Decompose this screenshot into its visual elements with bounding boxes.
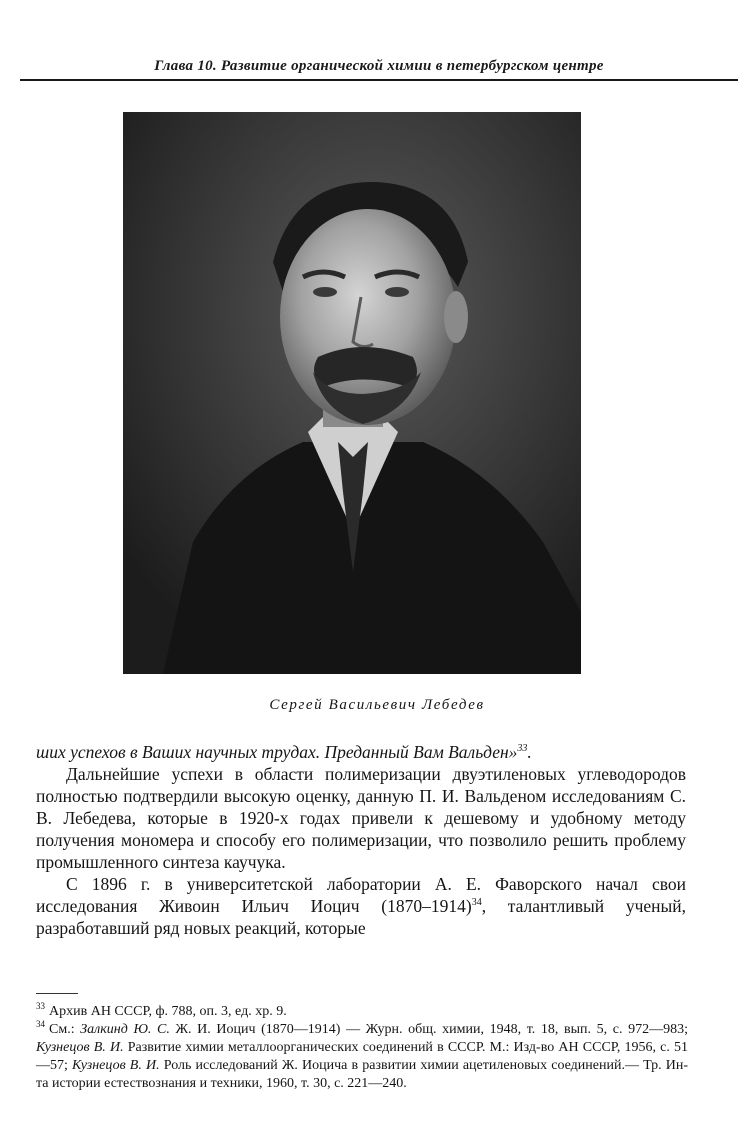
footnote-rule bbox=[36, 993, 78, 994]
paragraph-1-text: ших успехов в Ваших научных трудах. Преданный Вам Вальден» bbox=[36, 742, 518, 762]
footnote-34-part-a: См.: bbox=[49, 1022, 75, 1037]
paragraph-2: Дальнейшие успехи в области полимеризации двуэтиленовых углеводородов полностью подтвердили высокую оценку, данную П. И. Вальденом исследованиям С. В. Лебедева, которые в 1920-х годах привели к дешевому и удобному методу получения мономера и способу его полимеризации, что позволило решить проблему промышленного синтеза каучука. bbox=[36, 764, 686, 872]
footnote-34-part-c: Развитие химии металлоорганических соединений в СССР. М.: Изд-во АН СССР, 1956, с. 51—57; bbox=[36, 1040, 688, 1073]
paragraph-1-end: . bbox=[527, 742, 532, 762]
footnote-34-part-d: Роль исследований Ж. Иоцича в развитии химии ацетиленовых соединений.— Тр. Ин-та истории естествознания и техники, 1960, т. 30, с. 221—240. bbox=[36, 1058, 689, 1091]
footnote-ref-34: 34 bbox=[471, 897, 482, 909]
footnote-34-number: 34 bbox=[36, 1019, 45, 1030]
paragraph-3 bbox=[36, 873, 686, 939]
footnote-33-text: Архив АН СССР, ф. 788, оп. 3, ед. хр. 9. bbox=[49, 1004, 287, 1019]
footnote-34-author-2: Кузнецов В. И. bbox=[36, 1040, 124, 1055]
footnote-34-author-1: Залкинд Ю. С. bbox=[80, 1022, 170, 1037]
paragraph-continuation bbox=[36, 741, 686, 763]
footnote-ref-33: 33 bbox=[517, 743, 528, 755]
footnote-34-part-b: Ж. И. Иоцич (1870—1914) — Журн. общ. химии, 1948, т. 18, вып. 5, с. 972—983; bbox=[175, 1022, 689, 1037]
portrait-photo bbox=[123, 112, 581, 674]
paragraph-3-text-b: , талантливый ученый, разработавший ряд новых реакций, которые bbox=[36, 896, 686, 938]
figure-caption: Сергей Васильевич Лебедев bbox=[269, 697, 485, 713]
paragraph-3-text-a: С 1896 г. в университетской лаборатории А. Е. Фаворского начал свои исследования Живоин Ильич Иоцич (1870–1914) bbox=[36, 874, 686, 916]
footnote-34-author-3: Кузнецов В. И. bbox=[72, 1058, 160, 1073]
footnote-33-number: 33 bbox=[36, 1001, 45, 1012]
footnotes bbox=[36, 1003, 688, 1093]
footnote-34 bbox=[36, 1021, 688, 1093]
running-head: Глава 10. Развитие органической химии в петербургском центре bbox=[154, 58, 604, 74]
footnote-33 bbox=[36, 1003, 688, 1021]
header-rule bbox=[20, 79, 738, 81]
portrait-illustration bbox=[123, 112, 581, 674]
body-text bbox=[36, 741, 686, 939]
